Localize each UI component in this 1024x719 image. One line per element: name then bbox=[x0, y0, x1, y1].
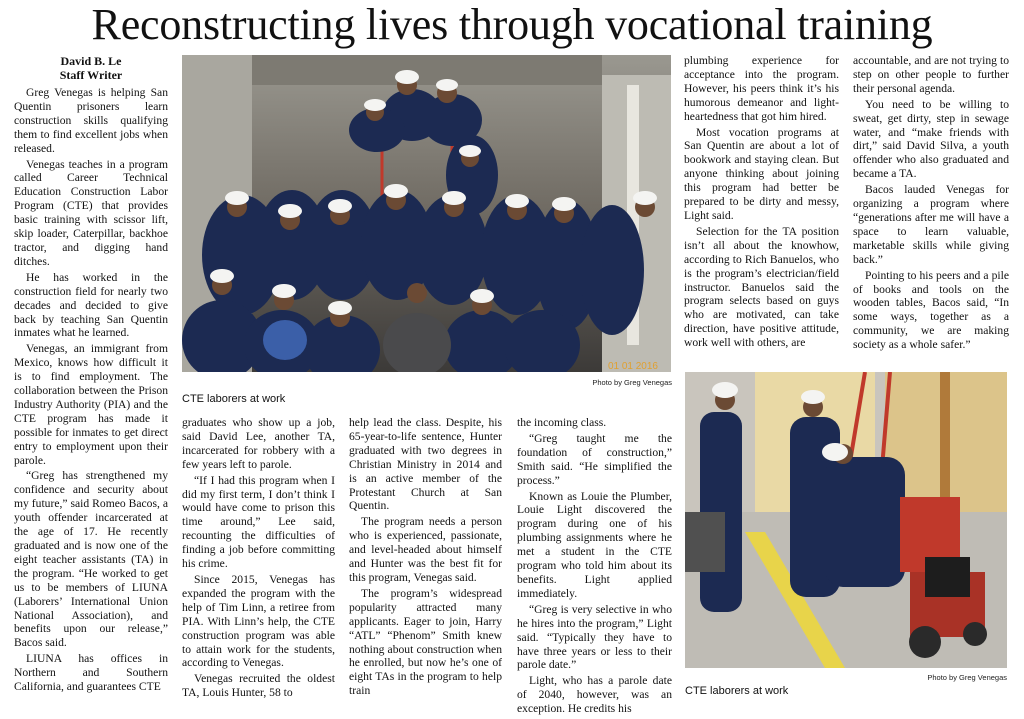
paragraph: plumbing experience for acceptance into the program. However, his peers think it’s his humorous demeanor and light-heartedness that got him hired. bbox=[684, 54, 839, 123]
paragraph: The program’s widespread popularity attracted many applicants. Eager to join, Harry “ATL” “Phenom” Smith knew nothing about construction when he enrolled, but now he’s one of eight TAs in the program to help train bbox=[349, 586, 502, 698]
paragraph: The program needs a person who is experienced, passionate, and level-headed about himself and Hunter was the best fit for this program, Venegas said. bbox=[349, 515, 502, 584]
byline-title: Staff Writer bbox=[59, 68, 123, 82]
paragraph: Since 2015, Venegas has expanded the program with the help of Tim Linn, a retiree from PIA. With Linn’s help, the CTE construction program was able to attain work for the students, according to Venegas. bbox=[182, 572, 335, 670]
photo1-caption: CTE laborers at work bbox=[182, 393, 286, 405]
byline bbox=[14, 54, 168, 82]
photo1-credit: Photo by Greg Venegas bbox=[592, 378, 672, 387]
paragraph: Light, who has a parole date of 2040, however, was an exception. He credits his bbox=[517, 674, 672, 716]
article-column-2 bbox=[182, 416, 335, 702]
photo2-caption: CTE laborers at work bbox=[685, 685, 789, 697]
paragraph: the incoming class. bbox=[517, 416, 607, 429]
paragraph: LIUNA has offices in Northern and Southern California, and guarantees CTE bbox=[14, 652, 168, 694]
article-column-4-top bbox=[684, 54, 839, 352]
article-column-1 bbox=[14, 54, 168, 696]
paragraph: Greg Venegas is helping San Quentin prisoners learn construction skills qualifying them to find excellent jobs when released. bbox=[14, 86, 168, 155]
article-column-5 bbox=[853, 54, 1009, 354]
paragraph: “If I had this program when I did my first term, I don’t think I would have come to prison this time around,” Lee said, recounting the difficulties of finding a job before committing his crime. bbox=[182, 473, 335, 571]
paragraph: Selection for the TA position isn’t all about the knowhow, according to Rich Banuelos, who is the program’s electrician/field instructor. Banuelos said the program selects based on guys who are motivated, can take direction, have positive attitude, work well with others, are bbox=[684, 224, 839, 350]
article-column-4-bottom bbox=[517, 416, 672, 718]
paragraph: Venegas, an immigrant from Mexico, knows how difficult it is to find employment. The collaboration between the Prison Industry Authority (PIA) and the CTE program has made it possible for inmates to get direct entry to employment upon their parole. bbox=[14, 342, 168, 467]
work-photo bbox=[685, 372, 1007, 668]
work-photo-image bbox=[685, 372, 1007, 668]
paragraph: He has worked in the construction field for nearly two decades and decided to give back by teaching San Quentin inmates what he learned. bbox=[14, 270, 168, 340]
byline-name: David B. Le bbox=[60, 54, 122, 68]
photo2-credit: Photo by Greg Venegas bbox=[927, 673, 1007, 682]
paragraph: Most vocation programs at San Quentin are about a lot of bookwork and staying clean. But anyone thinking about joining this program had better be prepared to be dirty and messy, Light said. bbox=[684, 125, 839, 222]
paragraph: Venegas recruited the oldest TA, Louis Hunter, 58 to bbox=[182, 672, 335, 700]
group-photo-image bbox=[182, 55, 671, 372]
paragraph: accountable, and are not trying to step on other people to further their personal agenda. bbox=[853, 54, 1009, 95]
paragraph: Known as Louie the Plumber, Louie Light discovered the program during one of his plumbing assignments where he met a student in the CTE program who told him about its benefits. Light applied immediately. bbox=[517, 489, 672, 600]
paragraph: “Greg has strengthened my confidence and security about my future,” said Romeo Bacos, a youth offender incarcerated at the age of 17. He recently graduated and is now one of the eight teacher assistants (TA) in the program. “He worked to get us to be members of LIUNA (Laborers’ International Union National Association), and benefits upon our release,” Bacos said. bbox=[14, 469, 168, 650]
paragraph: graduates who show up a job, said David Lee, another TA, incarcerated for robbery with a few years left to parole. bbox=[182, 416, 335, 471]
paragraph: Bacos lauded Venegas for organizing a program where “generations after me will have a space to learn valuable, marketable skills while giving back.” bbox=[853, 183, 1009, 266]
photo-date-stamp: 01 01 2016 bbox=[607, 361, 658, 372]
group-photo bbox=[182, 55, 671, 372]
paragraph: Pointing to his peers and a pile of books and tools on the wooden tables, Bacos said, “In some ways, together as a community, we are making society as a whole safer.” bbox=[853, 268, 1009, 352]
paragraph: “Greg taught me the foundation of construction,” Smith said. “He simplified the process.” bbox=[517, 431, 672, 487]
paragraph: Venegas teaches in a program called Career Technical Education Construction Labor Program (CTE) that provides basic training with scissor lift, skip loader, Caterpillar, backhoe tractor, and digging hand ditches. bbox=[14, 157, 168, 268]
paragraph: “Greg is very selective in who he hires into the program,” Light said. “Typically they have to have three years or less to their parole date.” bbox=[517, 602, 672, 672]
paragraph: You need to be willing to sweat, get dirty, step in sewage water, and “make friends with dirt,” said David Silva, a youth offender who also graduated and became a TA. bbox=[853, 97, 1009, 181]
paragraph: help lead the class. Despite, his 65-year-to-life sentence, Hunter graduated with two degrees in Christian Ministry in 2014 and is an active member of the Protestant Church at San Quentin. bbox=[349, 416, 502, 513]
article-column-3 bbox=[349, 416, 502, 700]
headline: Reconstructing lives through vocational training bbox=[91, 0, 933, 49]
